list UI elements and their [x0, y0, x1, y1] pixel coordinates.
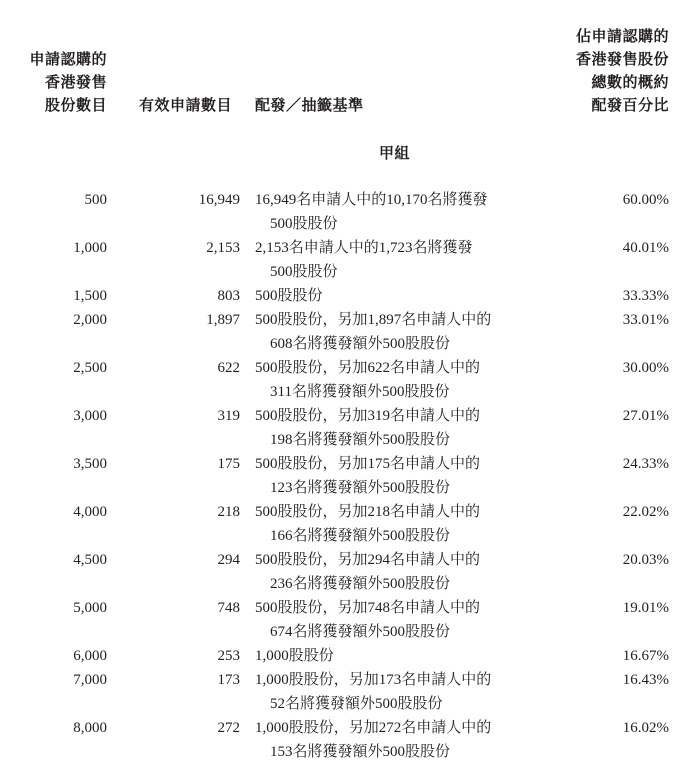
valid-applications-cell: 803: [217, 288, 240, 304]
table-row: [0, 188, 691, 236]
basis-cell: [255, 284, 555, 308]
table-row: [0, 404, 691, 452]
shares-applied-cell: 500: [84, 192, 107, 208]
table-row: [0, 236, 691, 284]
valid-applications-cell: 294: [217, 552, 240, 568]
table-row: [0, 308, 691, 356]
basis-line: 311名將獲發額外500股股份: [270, 384, 450, 400]
valid-applications-cell: 1,897: [206, 312, 240, 328]
basis-line: 608名將獲發額外500股股份: [270, 336, 451, 352]
percentage-cell: 16.67%: [622, 648, 669, 664]
shares-applied-cell: 5,000: [73, 600, 107, 616]
basis-line: 500股股份: [270, 264, 338, 280]
basis-line: 198名將獲發額外500股股份: [270, 432, 451, 448]
header-line: 申請認購的: [29, 50, 107, 68]
valid-applications-cell: 272: [217, 720, 240, 736]
shares-applied-cell: 4,500: [73, 552, 107, 568]
valid-applications-cell: 253: [217, 648, 240, 664]
percentage-cell: 30.00%: [622, 360, 669, 376]
basis-line: 1,000股股份: [255, 648, 334, 664]
shares-applied-cell: 3,500: [73, 456, 107, 472]
percentage-cell: 60.00%: [622, 192, 669, 208]
basis-line: 500股股份，另加1,897名申請人中的: [255, 312, 492, 328]
valid-applications-cell: 173: [217, 672, 240, 688]
shares-applied-cell: 4,000: [73, 504, 107, 520]
basis-cell: [255, 500, 555, 548]
group-title: 甲組: [378, 144, 410, 162]
valid-applications-cell: 175: [217, 456, 240, 472]
shares-applied-cell: 8,000: [73, 720, 107, 736]
percentage-cell: 40.01%: [622, 240, 669, 256]
basis-line: 123名將獲發額外500股股份: [270, 480, 451, 496]
basis-line: 16,949名申請人中的10,170名將獲發: [255, 192, 488, 208]
basis-line: 500股股份，另加319名申請人中的: [255, 408, 481, 424]
percentage-cell: 27.01%: [622, 408, 669, 424]
basis-line: 236名將獲發額外500股股份: [270, 576, 451, 592]
percentage-cell: 22.02%: [622, 504, 669, 520]
basis-cell: [255, 356, 555, 404]
basis-cell: [255, 308, 555, 356]
percentage-cell: 33.01%: [622, 312, 669, 328]
table-row: [0, 452, 691, 500]
header-shares-applied: [29, 48, 107, 117]
basis-line: 674名將獲發額外500股股份: [270, 624, 451, 640]
basis-line: 500股股份，另加218名申請人中的: [255, 504, 481, 520]
valid-applications-cell: 319: [217, 408, 240, 424]
basis-line: 500股股份: [270, 216, 338, 232]
table-row: [0, 500, 691, 548]
table-row: [0, 596, 691, 644]
basis-cell: [255, 404, 555, 452]
basis-cell: [255, 188, 555, 236]
shares-applied-cell: 2,000: [73, 312, 107, 328]
table-row: [0, 356, 691, 404]
shares-applied-cell: 3,000: [73, 408, 107, 424]
basis-cell: [255, 236, 555, 284]
basis-line: 153名將獲發額外500股股份: [270, 744, 451, 760]
percentage-cell: 16.02%: [622, 720, 669, 736]
header-percentage: [576, 25, 669, 117]
percentage-cell: 33.33%: [622, 288, 669, 304]
valid-applications-cell: 622: [217, 360, 240, 376]
table-row: [0, 284, 691, 308]
basis-line: 500股股份，另加175名申請人中的: [255, 456, 481, 472]
percentage-cell: 24.33%: [622, 456, 669, 472]
allotment-table-body: [0, 188, 691, 764]
basis-cell: [255, 668, 555, 716]
basis-line: 500股股份，另加748名申請人中的: [255, 600, 481, 616]
basis-line: 1,000股股份，另加173名申請人中的: [255, 672, 492, 688]
valid-applications-cell: 2,153: [206, 240, 240, 256]
header-line: 香港發售: [44, 73, 107, 91]
header-line: 配發／抽籤基準: [255, 96, 364, 114]
header-line: 香港發售股份: [575, 50, 669, 68]
table-row: [0, 668, 691, 716]
shares-applied-cell: 1,000: [73, 240, 107, 256]
shares-applied-cell: 7,000: [73, 672, 107, 688]
basis-cell: [255, 452, 555, 500]
basis-cell: [255, 716, 555, 764]
header-line: 配發百分比: [591, 96, 669, 114]
header-line: 佔申請認購的: [575, 27, 669, 45]
header-line: 總數的概約: [591, 73, 669, 91]
percentage-cell: 16.43%: [622, 672, 669, 688]
header-line: 有效申請數目: [139, 96, 233, 114]
header-basis: [255, 94, 364, 117]
table-row: [0, 716, 691, 764]
shares-applied-cell: 1,500: [73, 288, 107, 304]
table-row: [0, 548, 691, 596]
basis-line: 500股股份，另加294名申請人中的: [255, 552, 481, 568]
basis-cell: [255, 644, 555, 668]
basis-cell: [255, 548, 555, 596]
basis-line: 52名將獲發額外500股股份: [270, 696, 443, 712]
percentage-cell: 20.03%: [622, 552, 669, 568]
basis-line: 500股股份，另加622名申請人中的: [255, 360, 481, 376]
basis-cell: [255, 596, 555, 644]
basis-line: 1,000股股份，另加272名申請人中的: [255, 720, 492, 736]
valid-applications-cell: 218: [217, 504, 240, 520]
shares-applied-cell: 2,500: [73, 360, 107, 376]
basis-line: 2,153名申請人中的1,723名將獲發: [255, 240, 473, 256]
basis-line: 500股股份: [255, 288, 323, 304]
shares-applied-cell: 6,000: [73, 648, 107, 664]
header-valid-applications: [139, 94, 232, 117]
percentage-cell: 19.01%: [622, 600, 669, 616]
valid-applications-cell: 748: [217, 600, 240, 616]
valid-applications-cell: 16,949: [198, 192, 240, 208]
table-row: [0, 644, 691, 668]
header-line: 股份數目: [44, 96, 107, 114]
basis-line: 166名將獲發額外500股股份: [270, 528, 451, 544]
